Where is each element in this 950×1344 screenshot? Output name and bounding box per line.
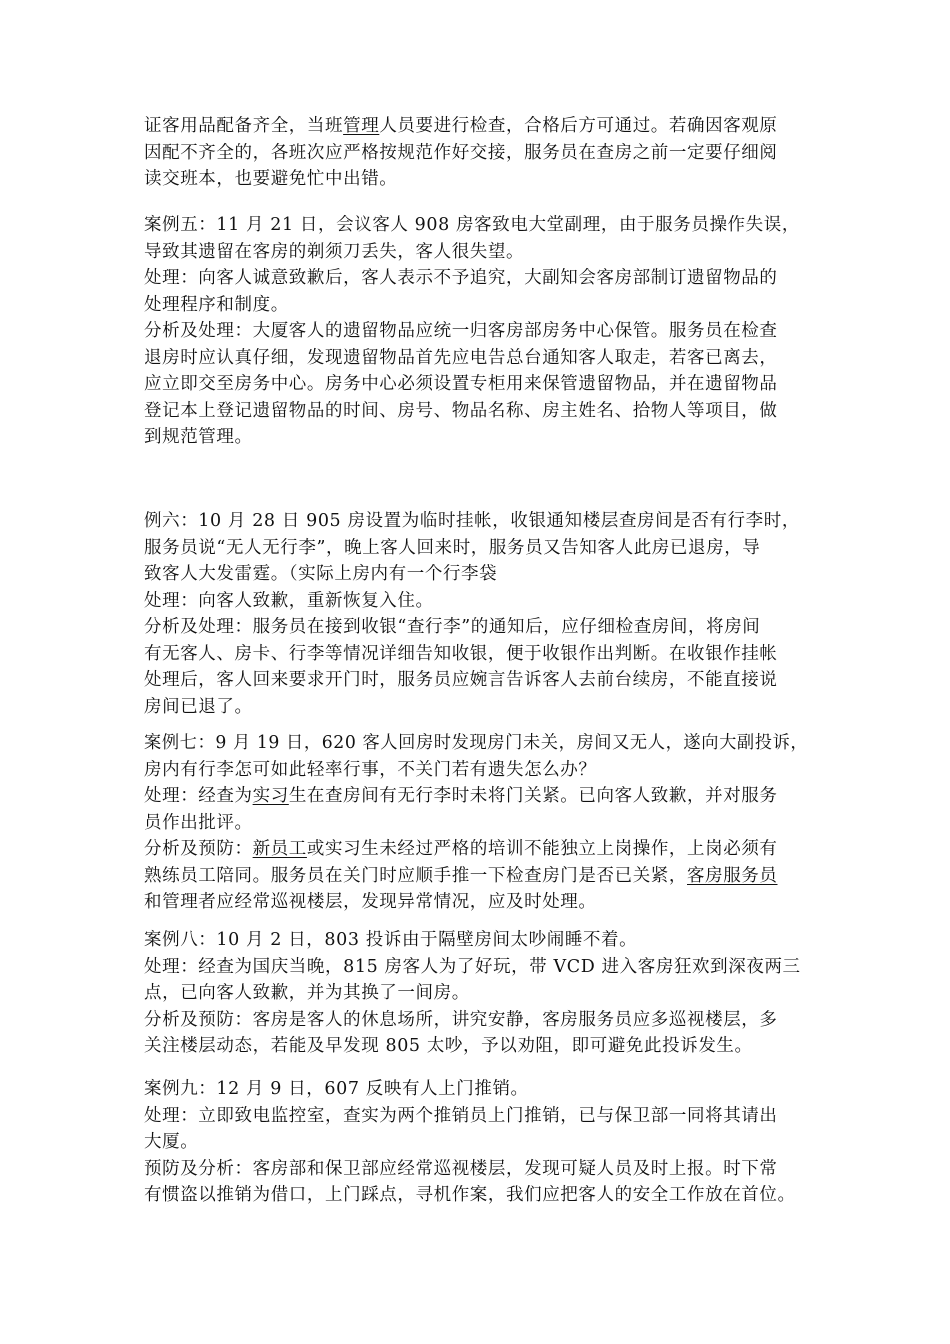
text-line: [144, 292, 808, 319]
text-segment: 点，已向客人致歉，并为其换了一间房。: [144, 983, 470, 1003]
text-segment: 或实习生未经过严格的培训不能独立上岗操作，上岗必须有: [306, 839, 778, 859]
text-line: [144, 1033, 808, 1060]
text-line: [144, 1156, 808, 1183]
text-line: [144, 730, 809, 757]
text-line: [144, 836, 808, 863]
text-line: [144, 239, 808, 266]
text-line: [144, 371, 808, 398]
paragraph-case-6: [144, 508, 808, 720]
text-line: [144, 113, 808, 140]
text-line: [144, 863, 808, 890]
text-line: [144, 1182, 808, 1209]
text-segment: 处理：向客人致歉，重新恢复入住。: [144, 590, 434, 611]
text-segment: 房间已退了。: [144, 696, 253, 717]
underlined-term: 实习: [252, 786, 289, 806]
paragraph-case-7: [144, 730, 808, 916]
text-line: [144, 140, 808, 167]
text-line: [144, 614, 808, 641]
text-segment: 员作出批评。: [144, 812, 253, 833]
text-line: [144, 265, 808, 292]
text-line: [144, 757, 808, 784]
text-line: [144, 345, 808, 372]
text-segment: 处理：经查为: [144, 786, 253, 806]
text-segment: 分析及预防：客房是客人的休息场所，讲究安静，客房服务员应多巡视楼层，多: [144, 1009, 778, 1030]
text-line: [144, 1007, 808, 1034]
text-segment: 处理后，客人回来要求开门时，服务员应婉言告诉客人去前台续房，不能直接说: [144, 670, 778, 690]
text-line: [144, 810, 808, 837]
text-segment: 导致其遗留在客房的剃须刀丢失，客人很失望。: [144, 241, 525, 262]
text-line: [144, 166, 808, 193]
text-line: [144, 889, 808, 916]
text-segment: 大厦。: [144, 1132, 199, 1152]
text-segment: 证客用品配备齐全，当班: [144, 116, 344, 136]
text-segment: 到规范管理。: [144, 427, 253, 447]
text-line: [144, 667, 808, 694]
paragraph-case-8: [144, 927, 808, 1060]
text-segment: 读交班本，也要避免忙中出错。: [144, 169, 398, 189]
text-segment: 因配不齐全的，各班次应严格按规范作好交接，服务员在查房之前一定要仔细阅: [144, 142, 778, 163]
text-segment: 分析及预防：: [144, 839, 253, 859]
text-line: [144, 641, 808, 668]
text-segment: 处理：经查为国庆当晚，815 房客人为了好玩，带 VCD 进入客房狂欢到深夜两三: [144, 956, 801, 977]
text-line: [144, 980, 808, 1007]
text-line: [144, 1129, 808, 1156]
underlined-term: 客房服务员: [687, 865, 778, 886]
text-line: [144, 1076, 808, 1103]
text-segment: 服务员说“无人无行李”，晚上客人回来时，服务员又告知客人此房已退房，导: [144, 537, 761, 558]
text-line: [144, 212, 808, 239]
paragraph-intro: [144, 113, 808, 193]
paragraph-case-9: [144, 1076, 808, 1209]
text-segment: 人员要进行检查，合格后方可通过。若确因客观原: [379, 116, 778, 136]
text-segment: 处理程序和制度。: [144, 294, 289, 315]
text-line: [144, 424, 808, 451]
text-line: [144, 318, 808, 345]
text-segment: 预防及分析：客房部和保卫部应经常巡视楼层，发现可疑人员及时上报。时下常: [144, 1158, 778, 1179]
text-segment: 分析及处理：服务员在接到收银“查行李”的通知后，应仔细检查房间，将房间: [144, 617, 761, 637]
text-segment: 应立即交至房务中心。房务中心必须设置专柜用来保管遗留物品，并在遗留物品: [144, 374, 778, 394]
text-line: [144, 1103, 808, 1130]
text-line: [144, 588, 808, 615]
text-segment: 案例九：12 月 9 日，607 反映有人上门推销。: [144, 1079, 529, 1099]
text-line: [144, 954, 808, 981]
text-segment: 关注楼层动态，若能及早发现 805 太吵，予以劝阻，即可避免此投诉发生。: [144, 1036, 753, 1056]
text-line: [144, 398, 808, 425]
text-segment: 有惯盗以推销为借口，上门踩点，寻机作案，我们应把客人的安全工作放在首位。: [144, 1185, 796, 1205]
text-segment: 处理：立即致电监控室，查实为两个推销员上门推销，已与保卫部一同将其请出: [144, 1105, 778, 1126]
text-segment: 熟练员工陪同。服务员在关门时应顺手推一下检查房门是否已关紧，: [144, 865, 687, 886]
text-segment: 案例八：10 月 2 日，803 投诉由于隔壁房间太吵闹睡不着。: [144, 930, 638, 950]
text-segment: 生在查房间有无行李时未将门关紧。已向客人致歉，并对服务: [288, 786, 778, 806]
text-segment: 房内有行李怎可如此轻率行事，不关门若有遗失怎么办？: [144, 759, 597, 780]
text-line: [144, 783, 808, 810]
text-line: [144, 535, 808, 562]
paragraph-case-5: [144, 212, 808, 451]
underlined-term: 管理: [343, 116, 380, 136]
underlined-term: 新员工: [252, 839, 307, 859]
text-segment: 案例五：11 月 21 日，会议客人 908 房客致电大堂副理，由于服务员操作失误，: [144, 215, 800, 235]
text-segment: 登记本上登记遗留物品的时间、房号、物品名称、房主姓名、拾物人等项目，做: [144, 400, 778, 421]
text-line: [144, 694, 808, 721]
text-line: [144, 927, 808, 954]
text-line: [144, 508, 808, 535]
text-segment: 退房时应认真仔细，发现遗留物品首先应电告总台通知客人取走，若客已离去，: [144, 347, 778, 368]
text-segment: 和管理者应经常巡视楼层，发现异常情况，应及时处理。: [144, 892, 597, 912]
text-segment: 处理：向客人诚意致歉后，客人表示不予追究，大副知会客房部制订遗留物品的: [144, 268, 778, 288]
text-segment: 案例七：9 月 19 日，620 客人回房时发现房门未关，房间又无人，遂向大副投诉，: [144, 733, 809, 753]
text-line: [144, 561, 808, 588]
text-segment: 有无客人、房卡、行李等情况详细告知收银，便于收银作出判断。在收银作挂帐: [144, 643, 778, 664]
text-segment: 致客人大发雷霆。（实际上房内有一个行李袋: [144, 564, 498, 584]
text-segment: 例六：10 月 28 日 905 房设置为临时挂帐，收银通知楼层查房间是否有行李时，: [144, 511, 800, 531]
text-segment: 分析及处理：大厦客人的遗留物品应统一归客房部房务中心保管。服务员在检查: [144, 321, 778, 341]
